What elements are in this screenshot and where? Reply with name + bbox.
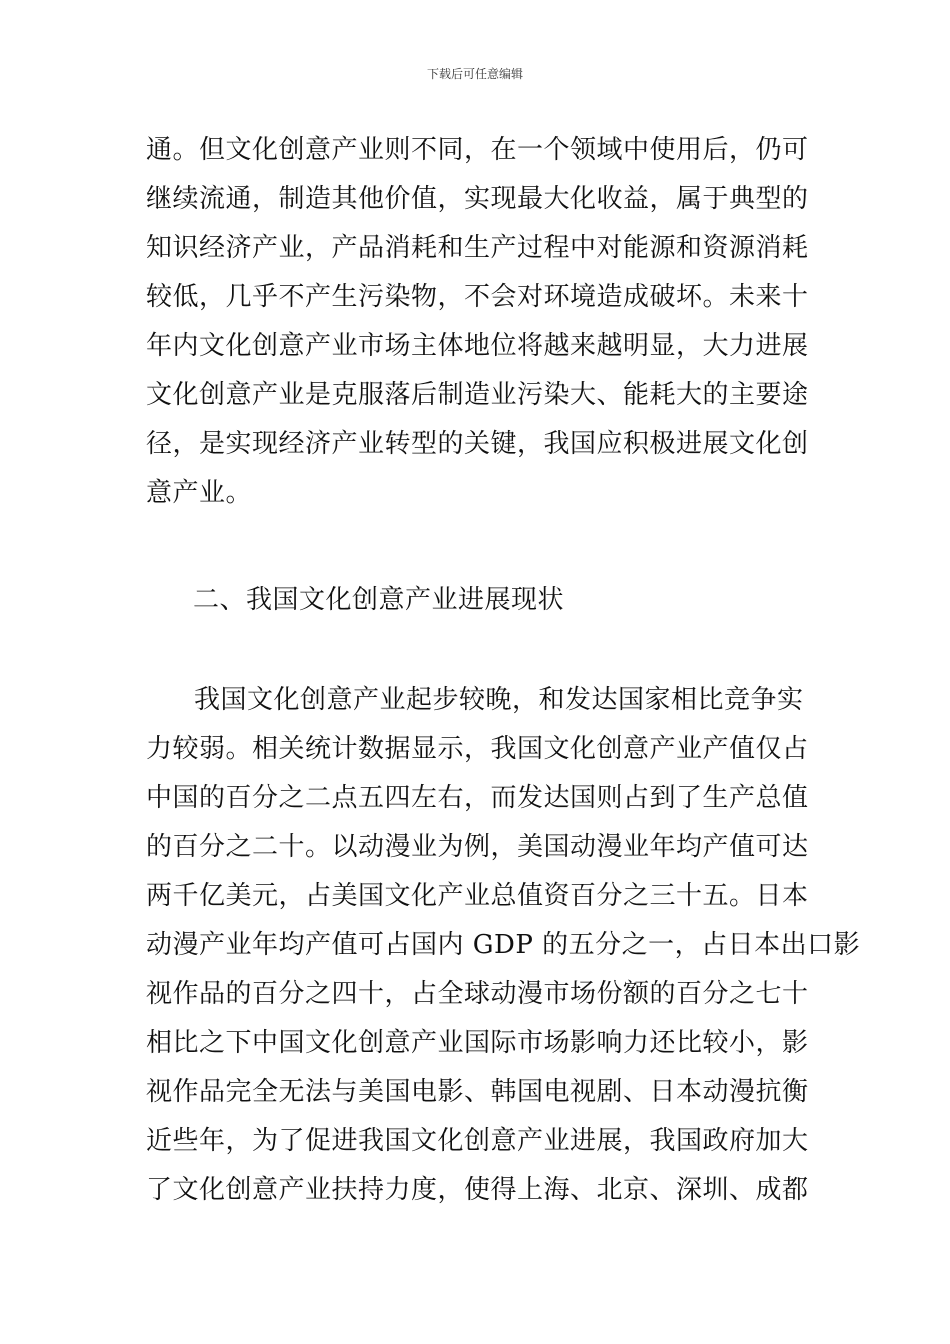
paragraph-line: 视作品完全无法与美国电影、韩国电视剧、日本动漫抗衡 xyxy=(146,1077,809,1107)
paragraph-line: 动漫产业年均产值可占国内 GDP 的五分之一，占日本出口影 xyxy=(146,930,861,960)
paragraph-line: 较低，几乎不产生污染物，不会对环境造成破坏。未来十 xyxy=(146,282,809,312)
paragraph-line: 视作品的百分之四十，占全球动漫市场份额的百分之七十 xyxy=(146,979,809,1009)
paragraph-line: 意产业。 xyxy=(146,478,253,508)
paragraph-line: 力较弱。相关统计数据显示，我国文化创意产业产值仅占 xyxy=(146,734,809,764)
paragraph-line: 相比之下中国文化创意产业国际市场影响力还比较小，影 xyxy=(146,1028,809,1058)
paragraph-line: 继续流通，制造其他价值，实现最大化收益，属于典型的 xyxy=(146,184,809,214)
section-heading xyxy=(193,576,853,625)
paragraph-line: 径，是实现经济产业转型的关键，我国应积极进展文化创 xyxy=(146,429,809,459)
paragraph-line: 我国文化创意产业起步较晚，和发达国家相比竞争实 xyxy=(194,685,804,715)
paragraph-line: 通。但文化创意产业则不同，在一个领域中使用后，仍可 xyxy=(146,135,809,165)
paragraph-line: 知识经济产业，产品消耗和生产过程中对能源和资源消耗 xyxy=(146,233,809,263)
paragraph-line: 年内文化创意产业市场主体地位将越来越明显，大力进展 xyxy=(146,331,809,361)
paragraph-line: 了文化创意产业扶持力度，使得上海、北京、深圳、成都 xyxy=(146,1175,809,1205)
paragraph-line: 中国的百分之二点五四左右，而发达国则占到了生产总值 xyxy=(146,783,809,813)
paragraph-line: 文化创意产业是克服落后制造业污染大、能耗大的主要途 xyxy=(146,380,809,410)
paragraph-2 xyxy=(146,676,861,1215)
paragraph-line: 的百分之二十。以动漫业为例，美国动漫业年均产值可达 xyxy=(146,832,809,862)
section-heading-text: 二、我国文化创意产业进展现状 xyxy=(193,585,565,615)
paragraph-1 xyxy=(146,126,809,518)
page-header: 下载后可任意编辑 xyxy=(426,67,523,81)
paragraph-line: 两千亿美元，占美国文化产业总值资百分之三十五。日本 xyxy=(146,881,809,911)
paragraph-line: 近些年，为了促进我国文化创意产业进展，我国政府加大 xyxy=(146,1126,809,1156)
